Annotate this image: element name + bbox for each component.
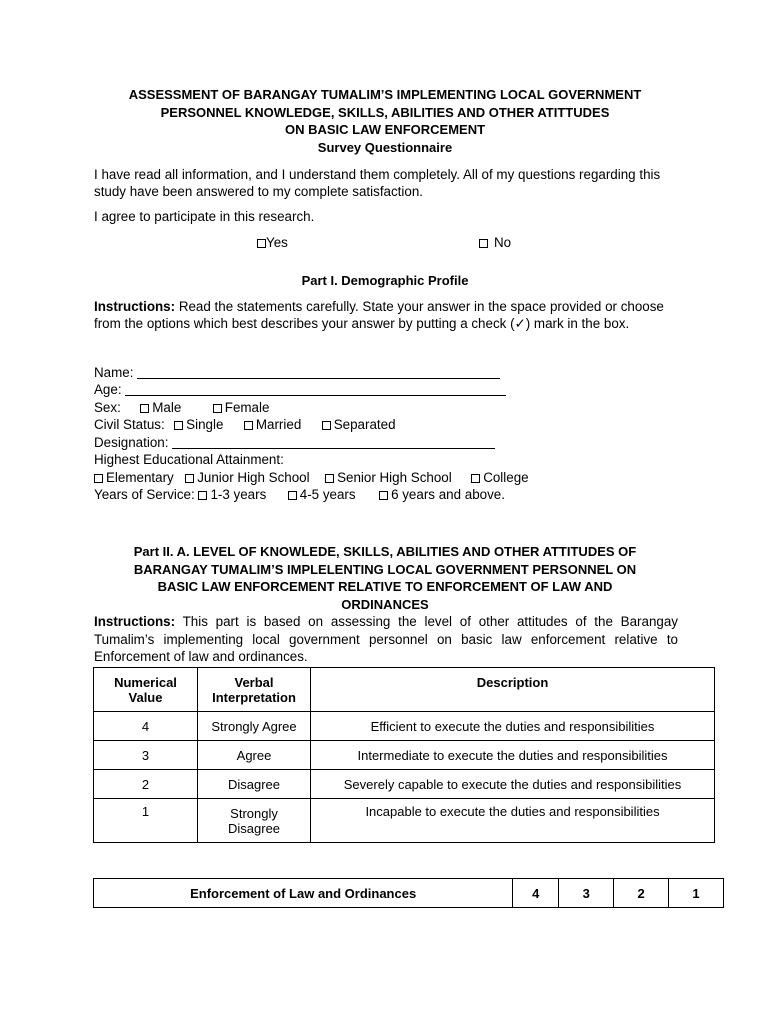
service-6-plus-label: 6 years and above. [391,487,505,502]
yes-label: Yes [266,235,288,250]
table-row [94,712,715,741]
service-1-3-checkbox[interactable] [198,491,207,500]
header-verbal-interpretation: Verbal Interpretation [198,668,311,712]
header-description: Description [311,668,715,712]
part1-instructions [94,298,694,332]
part2-heading-line-1: Part II. A. LEVEL OF KNOWLEDE, SKILLS, ABILITIES AND OTHER ATTITUDES OF [133,544,637,559]
college-label: College [483,470,529,485]
separated-checkbox[interactable] [322,421,331,430]
part2-instructions-text: This part is based on assessing the level of other attitudes of the Barangay Tumalim’s implementing local government personnel on basic law enforcement relative to Enforcement of law and ordinances. [94,614,678,664]
years-of-service-label: Years of Service: [94,487,195,502]
single-checkbox[interactable] [174,421,183,430]
description-cell: Efficient to execute the duties and responsibilities [311,712,715,741]
service-4-5-checkbox[interactable] [288,491,297,500]
consent-agree-text: I agree to participate in this research. [94,209,315,224]
married-checkbox[interactable] [244,421,253,430]
enforcement-label: Enforcement of Law and Ordinances [94,879,513,908]
sex-row [94,399,269,416]
name-field[interactable] [137,365,500,379]
elementary-label: Elementary [106,470,174,485]
scale-header-row [94,668,715,712]
title-line-3: ON BASIC LAW ENFORCEMENT [284,122,486,137]
verbal-cell: Strongly Disagree [198,799,311,843]
part2-instructions [94,613,678,666]
junior-high-label: Junior High School [197,470,310,485]
age-label: Age: [94,382,122,397]
table-row [94,741,715,770]
numeric-value-cell: 4 [94,712,198,741]
numeric-value-cell: 3 [94,741,198,770]
part2-heading-line-3: BASIC LAW ENFORCEMENT RELATIVE TO ENFORCEMENT OF LAW AND [157,579,613,594]
no-checkbox[interactable] [479,239,488,248]
service-4-5-label: 4-5 years [299,487,356,502]
description-cell: Intermediate to execute the duties and responsibilities [311,741,715,770]
table-row [94,799,715,843]
sex-label: Sex: [94,400,121,415]
female-checkbox[interactable] [213,404,222,413]
service-6-plus-checkbox[interactable] [379,491,388,500]
name-row [94,364,500,381]
verbal-cell: Strongly Agree [198,712,311,741]
junior-high-checkbox[interactable] [185,474,194,483]
enforcement-header-row [94,879,724,908]
male-label: Male [152,400,182,415]
numeric-value-cell: 1 [94,799,198,843]
age-row [94,381,506,398]
score-2-header: 2 [614,879,669,908]
part1-instructions-text: Read the statements carefully. State your answer in the space provided or choose from the options which best describes your answer by putting a check (✓) mark in the box. [94,299,664,331]
education-row [94,469,529,486]
education-heading: Highest Educational Attainment: [94,452,284,467]
description-cell: Incapable to execute the duties and responsibilities [311,799,715,843]
part2-instructions-label: Instructions: [94,614,176,629]
yes-checkbox[interactable] [257,239,266,248]
part2-heading [70,543,700,613]
verbal-cell: Disagree [198,770,311,799]
designation-label: Designation: [94,435,169,450]
title-line-2: PERSONNEL KNOWLEDGE, SKILLS, ABILITIES AND OTHER ATITTUDES [160,104,610,120]
years-of-service-row [94,486,505,503]
female-label: Female [224,400,270,415]
consent-yes-option[interactable] [257,234,288,251]
age-field[interactable] [125,382,506,396]
rating-scale-table [93,667,715,843]
service-1-3-label: 1-3 years [210,487,267,502]
part1-instructions-label: Instructions: [94,299,176,314]
civil-status-label: Civil Status: [94,417,165,432]
description-cell: Severely capable to execute the duties and responsibilities [311,770,715,799]
title-line-1: ASSESSMENT OF BARANGAY TUMALIM’S IMPLEMENTING LOCAL GOVERNMENT [128,87,642,102]
consent-statement: I have read all information, and I understand them completely. All of my questions regarding this study have been answered to my complete satisfaction. [94,167,661,199]
part2-heading-line-4: ORDINANCES [341,596,429,612]
consent-no-option[interactable] [479,234,511,251]
part1-heading: Part I. Demographic Profile [301,273,469,288]
document-title [60,86,710,156]
enforcement-rating-table [93,878,724,908]
senior-high-checkbox[interactable] [325,474,334,483]
separated-label: Separated [333,417,396,432]
designation-row [94,434,495,451]
header-numerical-value: Numerical Value [94,668,198,712]
verbal-cell: Agree [198,741,311,770]
score-4-header: 4 [513,879,559,908]
married-label: Married [255,417,302,432]
college-checkbox[interactable] [471,474,480,483]
male-checkbox[interactable] [140,404,149,413]
single-label: Single [186,417,224,432]
designation-field[interactable] [172,435,495,449]
no-label: No [494,235,512,250]
numeric-value-cell: 2 [94,770,198,799]
table-row [94,770,715,799]
part2-heading-line-2: BARANGAY TUMALIM’S IMPLELENTING LOCAL GOVERNMENT PERSONNEL ON [133,561,637,577]
score-3-header: 3 [559,879,614,908]
senior-high-label: Senior High School [337,470,452,485]
document-subtitle: Survey Questionnaire [317,139,453,155]
elementary-checkbox[interactable] [94,474,103,483]
civil-status-row [94,416,396,433]
score-1-header: 1 [669,879,724,908]
name-label: Name: [94,365,134,380]
